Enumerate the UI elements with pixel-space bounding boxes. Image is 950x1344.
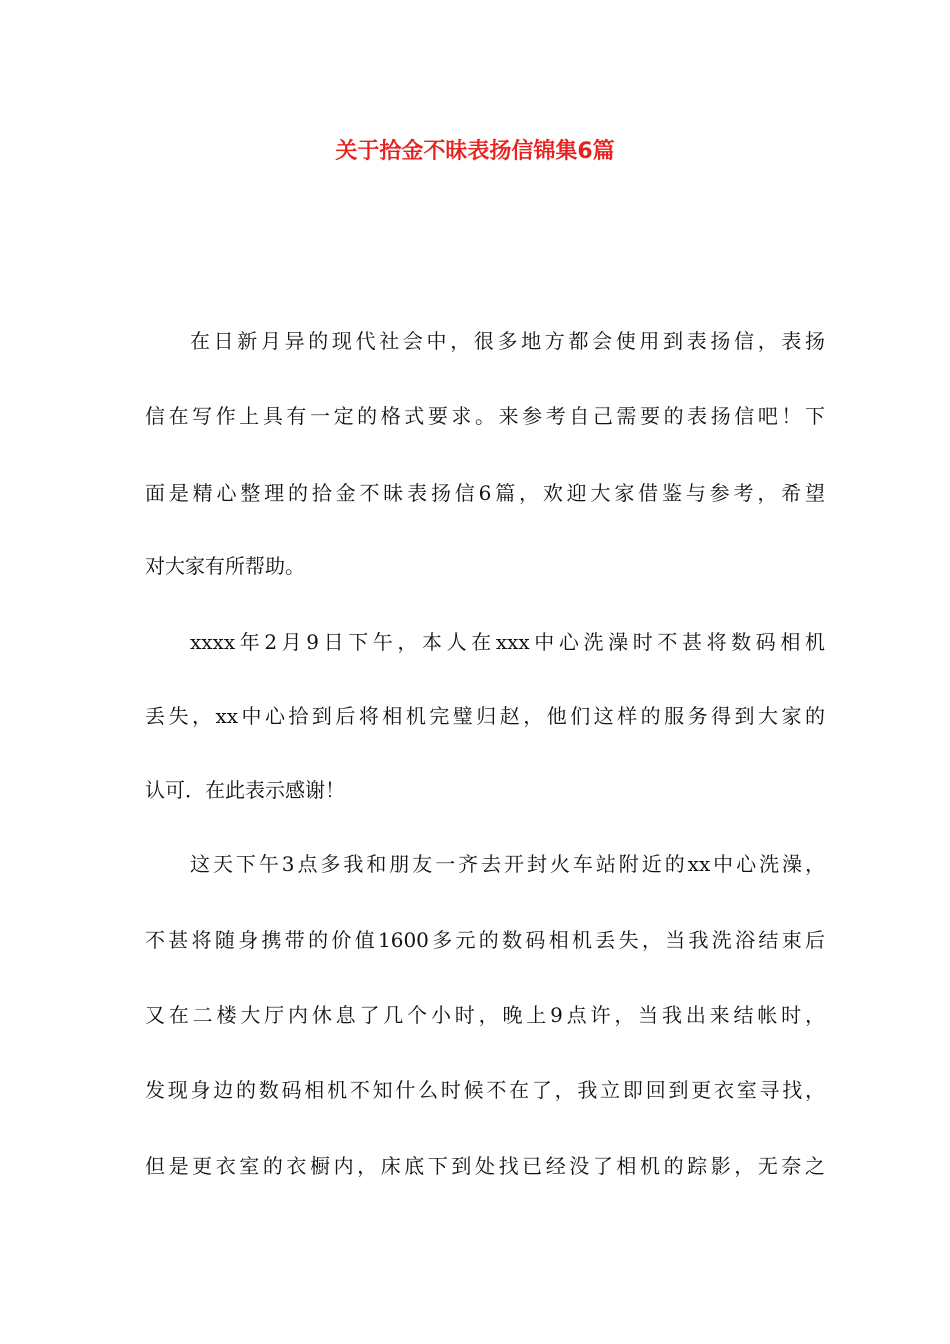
- paragraph-3-line-3: 又在二楼大厅内休息了几个小时，晚上9点许，当我出来结帐时，: [145, 1003, 825, 1027]
- paragraph-1-line-1: 在日新月异的现代社会中，很多地方都会使用到表扬信，表扬: [190, 329, 825, 353]
- paragraph-2-line-3: 认可．在此表示感谢！: [145, 778, 345, 802]
- paragraph-3-line-2: 不甚将随身携带的价值1600多元的数码相机丢失，当我洗浴结束后: [145, 928, 825, 952]
- paragraph-3-line-5: 但是更衣室的衣橱内，床底下到处找已经没了相机的踪影，无奈之: [145, 1154, 825, 1178]
- paragraph-1-line-4: 对大家有所帮助。: [145, 554, 305, 578]
- paragraph-1-line-3: 面是精心整理的拾金不昧表扬信6篇，欢迎大家借鉴与参考，希望: [145, 481, 825, 505]
- paragraph-3-line-4: 发现身边的数码相机不知什么时候不在了，我立即回到更衣室寻找，: [145, 1078, 825, 1102]
- paragraph-1-line-2: 信在写作上具有一定的格式要求。来参考自己需要的表扬信吧！下: [145, 404, 825, 428]
- document-title: 关于拾金不昧表扬信锦集6篇: [335, 139, 615, 164]
- paragraph-2-line-2: 丢失，xx中心拾到后将相机完璧归赵，他们这样的服务得到大家的: [145, 704, 825, 728]
- paragraph-3-line-1: 这天下午3点多我和朋友一齐去开封火车站附近的xx中心洗澡，: [190, 852, 825, 876]
- paragraph-2-line-1: xxxx年2月9日下午，本人在xxx中心洗澡时不甚将数码相机: [190, 630, 825, 654]
